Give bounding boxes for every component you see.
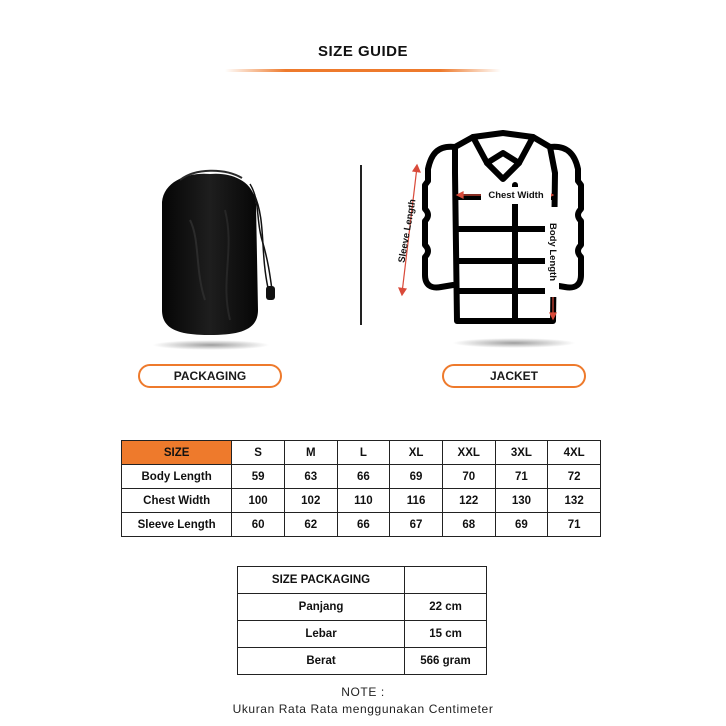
row-label: Body Length — [122, 465, 232, 489]
table-cell: 69 — [495, 513, 548, 537]
table-cell: 72 — [548, 465, 601, 489]
row-label: Panjang — [238, 594, 405, 621]
table-cell: 116 — [390, 489, 443, 513]
table-cell: 60 — [232, 513, 285, 537]
table-row — [122, 513, 601, 537]
table-cell: 71 — [548, 513, 601, 537]
packaging-table — [237, 566, 487, 675]
packaging-header-row — [238, 567, 487, 594]
stuff-sack-image — [150, 160, 290, 340]
note-title: NOTE : — [341, 685, 385, 699]
table-cell: 62 — [284, 513, 337, 537]
table-cell: 566 gram — [405, 648, 487, 675]
table-cell: 59 — [232, 465, 285, 489]
packaging-header-value — [405, 567, 487, 594]
size-table-header-row — [122, 441, 601, 465]
jacket-diagram-icon — [395, 125, 620, 330]
row-label: Lebar — [238, 621, 405, 648]
table-row — [238, 621, 487, 648]
table-cell: 102 — [284, 489, 337, 513]
table-cell: 71 — [495, 465, 548, 489]
packaging-label: PACKAGING — [138, 364, 282, 388]
row-label: Berat — [238, 648, 405, 675]
vertical-divider — [360, 165, 362, 325]
table-cell: 66 — [337, 513, 390, 537]
table-cell: 132 — [548, 489, 601, 513]
table-cell: 63 — [284, 465, 337, 489]
table-row — [238, 594, 487, 621]
row-label: Chest Width — [122, 489, 232, 513]
header-cell: 4XL — [548, 441, 601, 465]
table-row — [122, 489, 601, 513]
table-row — [122, 465, 601, 489]
table-cell: 100 — [232, 489, 285, 513]
jacket-label: JACKET — [442, 364, 586, 388]
table-cell: 67 — [390, 513, 443, 537]
header-cell: XL — [390, 441, 443, 465]
table-cell: 130 — [495, 489, 548, 513]
header-cell: XXL — [442, 441, 495, 465]
table-cell: 15 cm — [405, 621, 487, 648]
table-cell: 22 cm — [405, 594, 487, 621]
packaging-shadow — [152, 340, 270, 350]
table-cell: 122 — [442, 489, 495, 513]
header-cell: L — [337, 441, 390, 465]
packaging-header: SIZE PACKAGING — [238, 567, 405, 594]
table-cell: 68 — [442, 513, 495, 537]
table-cell: 69 — [390, 465, 443, 489]
chest-width-label: Chest Width — [481, 187, 551, 204]
page-title: SIZE GUIDE — [317, 43, 408, 60]
header-cell: SIZE — [122, 441, 232, 465]
row-label: Sleeve Length — [122, 513, 232, 537]
jacket-shadow — [452, 338, 576, 348]
sleeve-length-label: Sleeve Length — [396, 198, 419, 264]
note-text: Ukuran Rata Rata menggunakan Centimeter — [232, 702, 494, 716]
table-row — [238, 648, 487, 675]
table-cell: 70 — [442, 465, 495, 489]
title-underline — [225, 69, 501, 72]
table-cell: 66 — [337, 465, 390, 489]
table-cell: 110 — [337, 489, 390, 513]
size-table — [121, 440, 601, 537]
header-cell: S — [232, 441, 285, 465]
header-cell: M — [284, 441, 337, 465]
header-cell: 3XL — [495, 441, 548, 465]
body-length-label: Body Length — [545, 207, 559, 297]
